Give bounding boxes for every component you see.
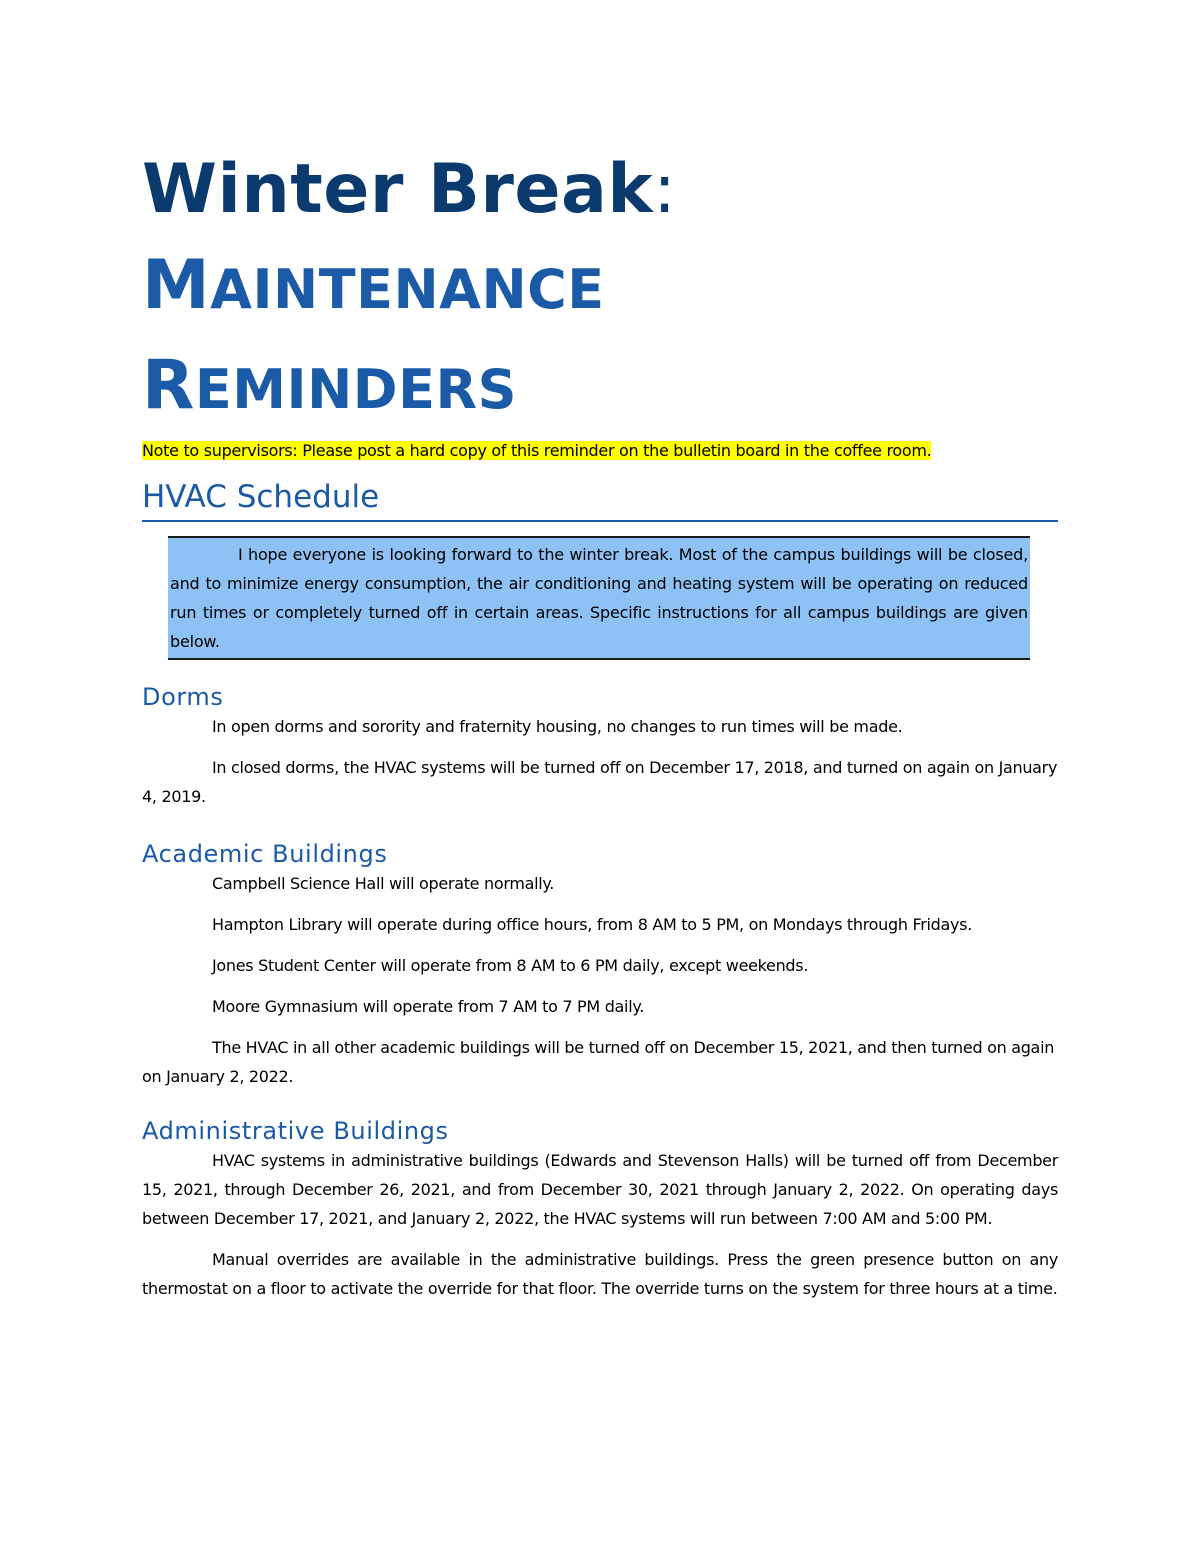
- administrative-paragraph-2: Manual overrides are available in the administrative buildings. Press the green presence button on any thermostat on a floor to activate the override for that floor. The override turns on the system for three hours at a time.: [142, 1250, 1058, 1298]
- academic-paragraph-2: Hampton Library will operate during office hours, from 8 AM to 5 PM, on Mondays through Fridays.: [212, 915, 972, 934]
- heading-dorms: Dorms: [142, 683, 224, 711]
- heading-administrative-buildings: Administrative Buildings: [142, 1117, 449, 1145]
- heading-academic-buildings: Academic Buildings: [142, 840, 388, 868]
- supervisor-note-block: [142, 440, 1058, 464]
- title-word2-rest: EMINDERS: [194, 358, 517, 421]
- section-heading-hvac: HVAC Schedule: [142, 478, 1058, 522]
- title-line-3: [142, 338, 1058, 438]
- dorms-paragraph-2: In closed dorms, the HVAC systems will be turned off on December 17, 2018, and turned on again on January 4, 2019.: [142, 758, 1058, 806]
- title-line-2: [142, 238, 1058, 338]
- supervisor-note: Note to supervisors: Please post a hard copy of this reminder on the bulletin board in the coffee room.: [142, 441, 932, 460]
- academic-paragraph-5: The HVAC in all other academic buildings will be turned off on December 15, 2021, and then turned on again on January 2, 2022.: [142, 1038, 1055, 1086]
- title-word1-initial: M: [142, 246, 211, 325]
- title-line-1: [142, 142, 1058, 238]
- document-body: [142, 142, 1058, 1303]
- title-main: Winter Break: [142, 150, 654, 229]
- title-colon: :: [653, 150, 677, 229]
- title-word1-rest: AINTENANCE: [210, 258, 605, 321]
- intro-callout: I hope everyone is looking forward to the winter break. Most of the campus buildings will be closed, and to minimize energy consumption, the air conditioning and heating system will be operating on reduced run times or completely turned off in certain areas. Specific instructions for all campus buildings are given below.: [168, 536, 1030, 660]
- title-word2-initial: R: [142, 346, 195, 425]
- document-title: [142, 142, 1058, 438]
- academic-paragraph-1: Campbell Science Hall will operate normally.: [212, 874, 555, 893]
- dorms-paragraph-1: In open dorms and sorority and fraternity housing, no changes to run times will be made.: [212, 717, 903, 736]
- administrative-paragraph-1: HVAC systems in administrative buildings (Edwards and Stevenson Halls) will be turned off from December 15, 2021, through December 26, 2021, and from December 30, 2021 through January 2, 2022. On operating days between December 17, 2021, and January 2, 2022, the HVAC systems will run between 7:00 AM and 5:00 PM.: [142, 1151, 1058, 1228]
- academic-paragraph-4: Moore Gymnasium will operate from 7 AM to 7 PM daily.: [212, 997, 645, 1016]
- academic-paragraph-3: Jones Student Center will operate from 8 AM to 6 PM daily, except weekends.: [212, 956, 809, 975]
